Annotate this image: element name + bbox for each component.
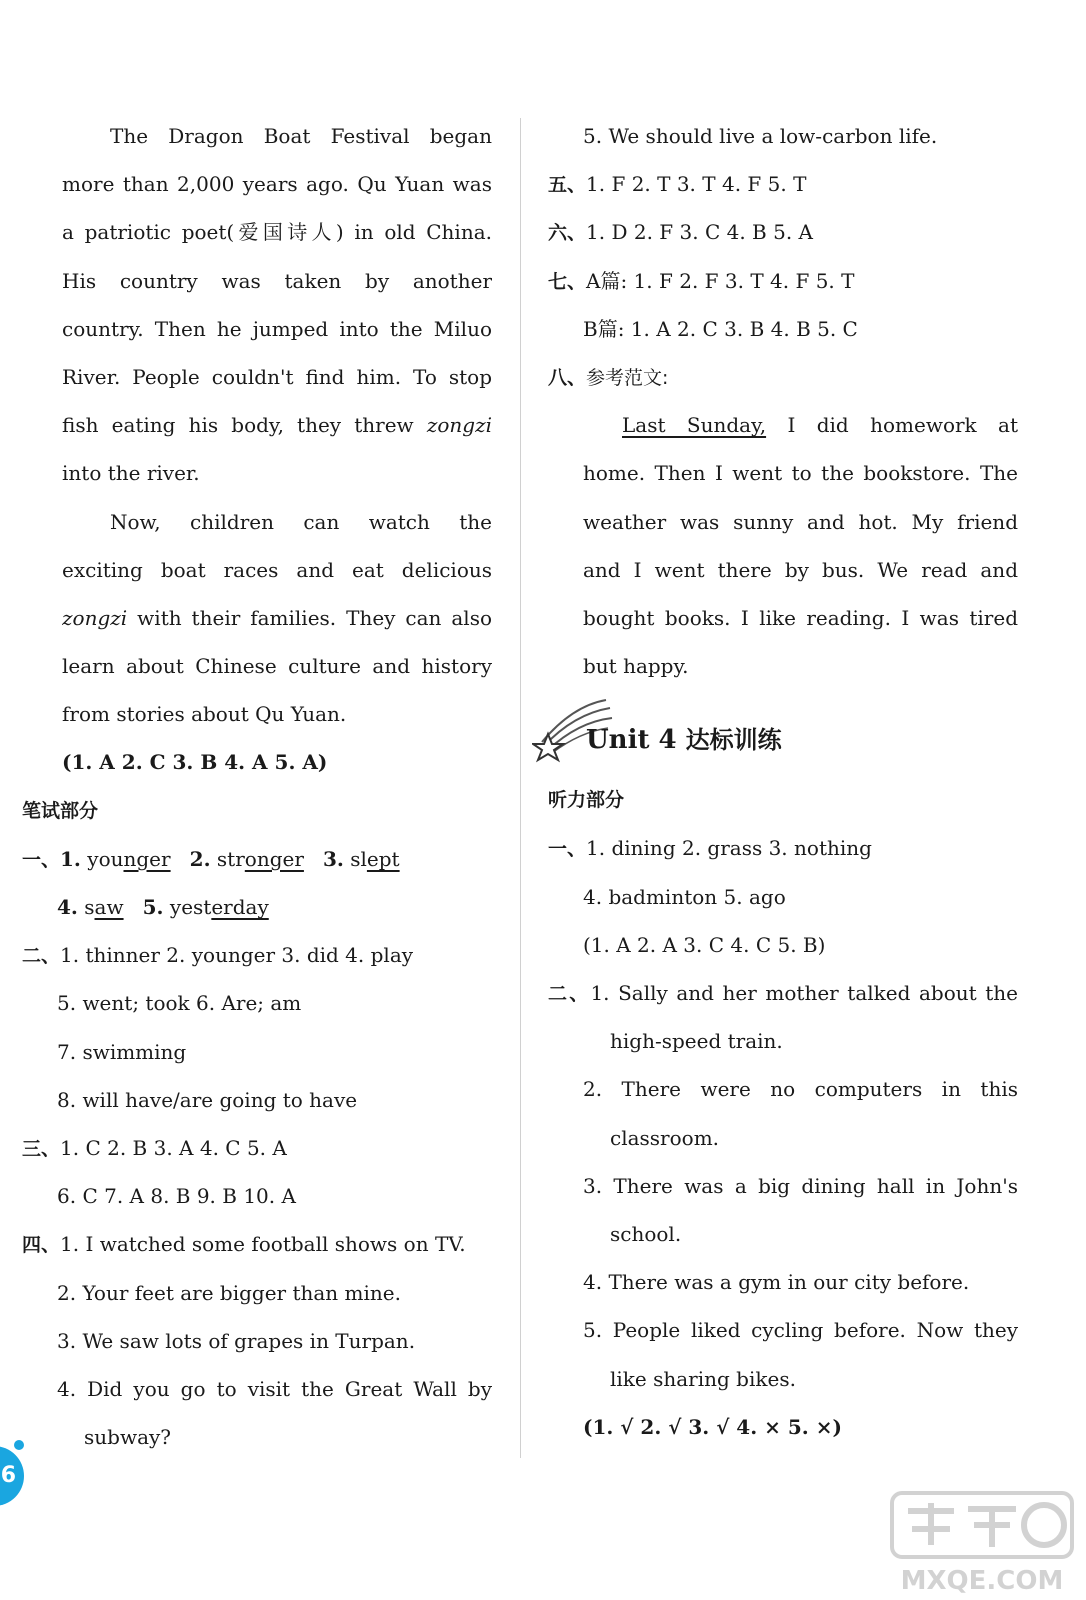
answer-line: (1. A 2. C 3. B 4. A 5. A) (62, 750, 328, 775)
section-4: 四、1. I watched some football shows on TV. (22, 1232, 466, 1257)
answer-line: 2. There were no computers in this (583, 1077, 1018, 1102)
passage-line: more than 2,000 years ago. Qu Yuan was (62, 172, 492, 197)
passage-line: a patriotic poet(爱国诗人) in old China. (62, 220, 492, 245)
column-divider (520, 118, 521, 1458)
section-3: 三、1. C 2. B 3. A 4. C 5. A (22, 1135, 287, 1160)
answer-line: 7. swimming (57, 1039, 187, 1064)
section-7: 七、A篇: 1. F 2. F 3. T 4. F 5. T (548, 268, 855, 293)
passage-line: fish eating his body, they threw zongzi (62, 413, 492, 438)
watermark-logo (884, 1485, 1080, 1600)
passage-line: The Dragon Boat Festival began (110, 124, 492, 148)
passage-line: His country was taken by another (62, 268, 492, 293)
answer-line: 4. saw 5. yesterday (57, 895, 269, 919)
svg-text:MXQE.COM: MXQE.COM (900, 1566, 1064, 1596)
answer-line: 4. There was a gym in our city before. (583, 1270, 970, 1295)
unit-section-2: 二、1. Sally and her mother talked about the (548, 981, 1018, 1005)
answer-line: (1. A 2. A 3. C 4. C 5. B) (583, 932, 826, 957)
section-label: 一、 (22, 848, 61, 871)
page-number: 6 (0, 1446, 24, 1506)
section-2: 二、1. thinner 2. younger 3. did 4. play (22, 943, 414, 968)
answer-line: like sharing bikes. (610, 1366, 796, 1391)
passage-line: Now, children can watch the (110, 509, 492, 534)
answer-line: 6. C 7. A 8. B 9. B 10. A (57, 1184, 296, 1209)
essay-line: home. Then I went to the bookstore. The (583, 461, 1018, 486)
essay-line: weather was sunny and hot. My friend (583, 509, 1018, 534)
answer-line: classroom. (610, 1125, 720, 1150)
left-column (22, 112, 492, 1461)
page-dot-decoration (14, 1440, 24, 1450)
passage-line: zongzi with their families. They can also (62, 605, 492, 630)
essay-line: and I went there by bus. We read and (583, 557, 1018, 582)
unit-heading (548, 712, 1018, 768)
section-8: 八、参考范文: (548, 366, 669, 389)
section-1: 一、1. younger 2. stronger 3. slept (22, 846, 400, 871)
answer-line: high-speed train. (610, 1029, 783, 1054)
unit-section-1: 一、1. dining 2. grass 3. nothing (548, 836, 872, 861)
section-heading-written: 笔试部分 (22, 799, 99, 822)
passage-line: into the river. (62, 461, 200, 486)
answer-line: (1. √ 2. √ 3. √ 4. × 5. ×) (583, 1414, 842, 1439)
section-5: 五、1. F 2. T 3. T 4. F 5. T (548, 172, 807, 197)
section-6: 六、1. D 2. F 3. C 4. B 5. A (548, 220, 813, 245)
answer-line: 3. We saw lots of grapes in Turpan. (57, 1328, 416, 1353)
passage-line: River. People couldn't find him. To stop (62, 364, 492, 389)
answer-line: school. (610, 1221, 682, 1246)
answer-line: 3. There was a big dining hall in John's (583, 1173, 1018, 1198)
answer-line: 4. badminton 5. ago (583, 884, 786, 909)
answer-line: 2. Your feet are bigger than mine. (57, 1280, 401, 1305)
answer-line: 5. People liked cycling before. Now they (583, 1318, 1018, 1343)
essay-line: bought books. I like reading. I was tired (583, 605, 1018, 630)
answer-line: 4. Did you go to visit the Great Wall by (57, 1376, 492, 1401)
passage-line: country. Then he jumped into the Miluo (62, 316, 492, 341)
section-heading-listening: 听力部分 (548, 789, 625, 812)
essay-line: Last Sunday, I did homework at (622, 413, 1018, 438)
answer-line: subway? (84, 1425, 172, 1450)
passage-line: learn about Chinese culture and history (62, 654, 492, 679)
answer-line: B篇: 1. A 2. C 3. B 4. B 5. C (583, 316, 858, 341)
unit-title: Unit 4 达标训练 (586, 725, 782, 756)
passage-line: exciting boat races and eat delicious (62, 557, 492, 582)
answer-line: 5. went; took 6. Are; am (57, 991, 302, 1016)
answer-line: 8. will have/are going to have (57, 1087, 358, 1112)
passage-line: from stories about Qu Yuan. (62, 702, 347, 727)
right-column (548, 112, 1018, 1451)
answer-line: 5. We should live a low-carbon life. (583, 124, 938, 148)
essay-line: but happy. (583, 654, 689, 679)
